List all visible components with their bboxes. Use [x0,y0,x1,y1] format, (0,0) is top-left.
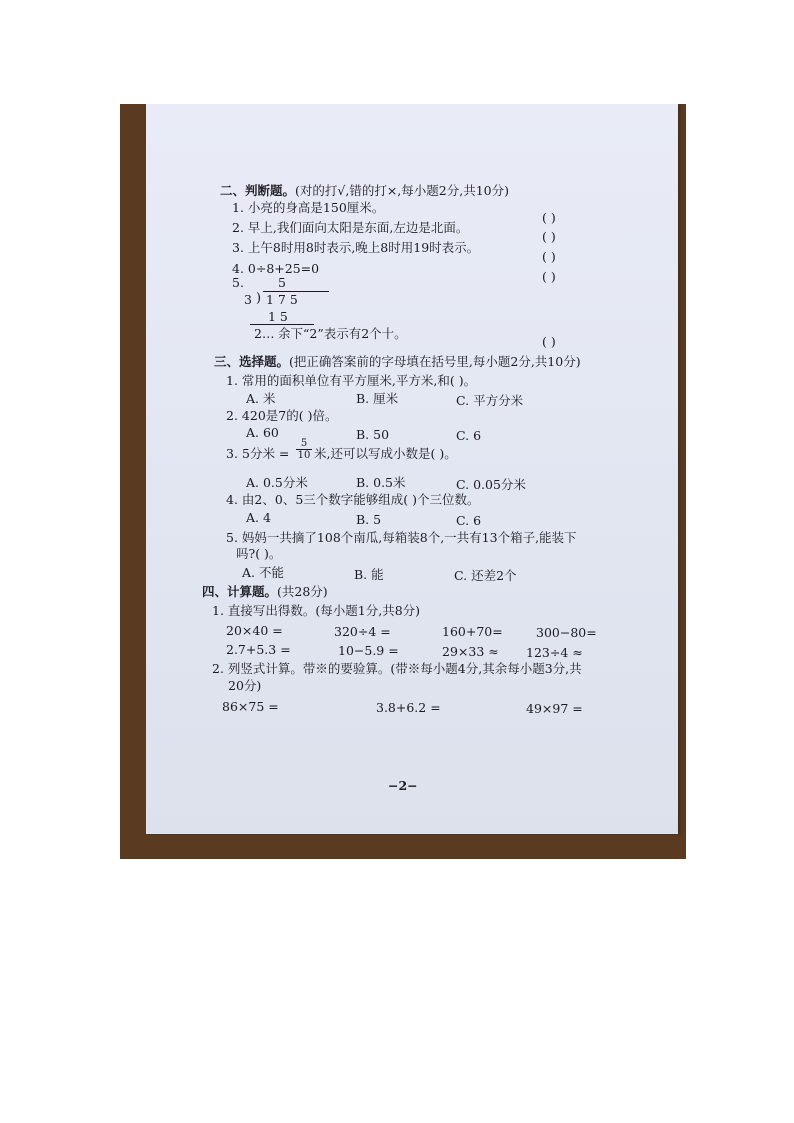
q5-option-c[interactable]: C. 还差2个 [454,568,517,583]
judge-answer-1[interactable]: ( ) [542,210,556,225]
page-number: −2− [388,778,418,793]
judge-item-3: 3. 上午8时用8时表示,晚上8时用19时表示。 [232,240,480,255]
judge-item-2: 2. 早上,我们面向太阳是东面,左边是北面。 [232,220,469,235]
vertical-calc-2: 3.8+6.2 = [376,700,441,715]
choice-q3-num: 3. [226,446,238,461]
exam-sheet [146,104,678,834]
judge-item-5-text: 余下“2”表示有2个十。 [278,326,407,341]
division-divisor: 3 [244,292,252,307]
division-remainder: 2… [254,326,275,341]
q3-option-b[interactable]: B. 0.5米 [356,475,406,490]
choice-q3-post: 米,还可以写成小数是( )。 [314,446,457,461]
q1-option-c[interactable]: C. 平方分米 [456,393,524,408]
calc-r2-c2: 10−5.9 = [338,643,399,658]
division-bracket-icon: ) [256,291,262,306]
photo-background [120,104,686,859]
q2-option-c[interactable]: C. 6 [456,428,482,443]
judge-item-1: 1. 小亮的身高是150厘米。 [232,200,385,215]
calc-r1-c4: 300−80= [536,625,597,640]
vertical-calc-1: 86×75 = [222,699,279,714]
q3-option-c[interactable]: C. 0.05分米 [456,477,526,492]
q4-option-a[interactable]: A. 4 [246,510,271,525]
q4-option-b[interactable]: B. 5 [356,512,382,527]
choice-q3-pre: 5分米 = [242,446,290,461]
section2-instruction: (对的打√,错的打×,每小题2分,共10分) [295,183,509,198]
calc-r1-c1: 20×40 = [226,623,283,638]
judge-answer-5[interactable]: ( ) [542,334,556,349]
judge-item-4: 4. 0÷8+25=0 [232,261,320,276]
q5-option-b[interactable]: B. 能 [354,567,384,582]
choice-q4: 4. 由2、0、5三个数字能够组成( )个三位数。 [226,492,480,507]
calc-sub2-title: 2. 列竖式计算。带※的要验算。(带※每小题4分,其余每小题3分,共 [212,661,582,676]
section2-title: 二、判断题。 [220,183,296,198]
judge-answer-4[interactable]: ( ) [542,269,556,284]
judge-item-5-num: 5. [232,275,244,290]
choice-q2: 2. 420是7的( )倍。 [226,408,338,423]
q4-option-c[interactable]: C. 6 [456,513,482,528]
section4-header [202,585,328,599]
q2-option-b[interactable]: B. 50 [356,427,390,442]
judge-answer-3[interactable]: ( ) [542,249,556,264]
q1-option-b[interactable]: B. 厘米 [356,391,399,406]
division-dividend: 1 7 5 [266,292,298,307]
section2-header [220,184,509,198]
section3-title: 三、选择题。 [214,354,290,369]
q5-option-a[interactable]: A. 不能 [242,565,284,580]
calc-r1-c2: 320÷4 = [334,624,391,639]
choice-q5-line2: 吗?( )。 [236,546,282,561]
division-product: 1 5 [268,309,288,324]
q3-fraction-numerator: 5 [300,438,308,449]
calc-r2-c4: 123÷4 ≈ [526,645,583,660]
calc-r1-c3: 160+70= [442,624,503,639]
judge-answer-2[interactable]: ( ) [542,229,556,244]
choice-q1: 1. 常用的面积单位有平方厘米,平方米,和( )。 [226,373,477,388]
section4-instruction: (共28分) [277,584,328,599]
q2-option-a[interactable]: A. 60 [246,425,279,440]
section3-instruction: (把正确答案前的字母填在括号里,每小题2分,共10分) [289,354,581,369]
calc-sub2-title-line2: 20分) [228,678,262,693]
division-subtract-line [250,324,314,325]
division-quotient: 5 [278,275,286,290]
q3-option-a[interactable]: A. 0.5分米 [246,475,308,490]
section3-header [214,355,581,369]
calc-sub1-title: 1. 直接写出得数。(每小题1分,共8分) [212,603,421,618]
choice-q5: 5. 妈妈一共摘了108个南瓜,每箱装8个,一共有13个箱子,能装下 [226,530,577,545]
q3-fraction-denominator: 10 [297,450,311,461]
calc-r2-c3: 29×33 ≈ [442,644,499,659]
vertical-calc-3: 49×97 = [526,701,583,716]
q1-option-a[interactable]: A. 米 [246,391,276,406]
q3-fraction [296,438,312,461]
section4-title: 四、计算题。 [202,584,278,599]
calc-r2-c1: 2.7+5.3 = [226,642,291,657]
